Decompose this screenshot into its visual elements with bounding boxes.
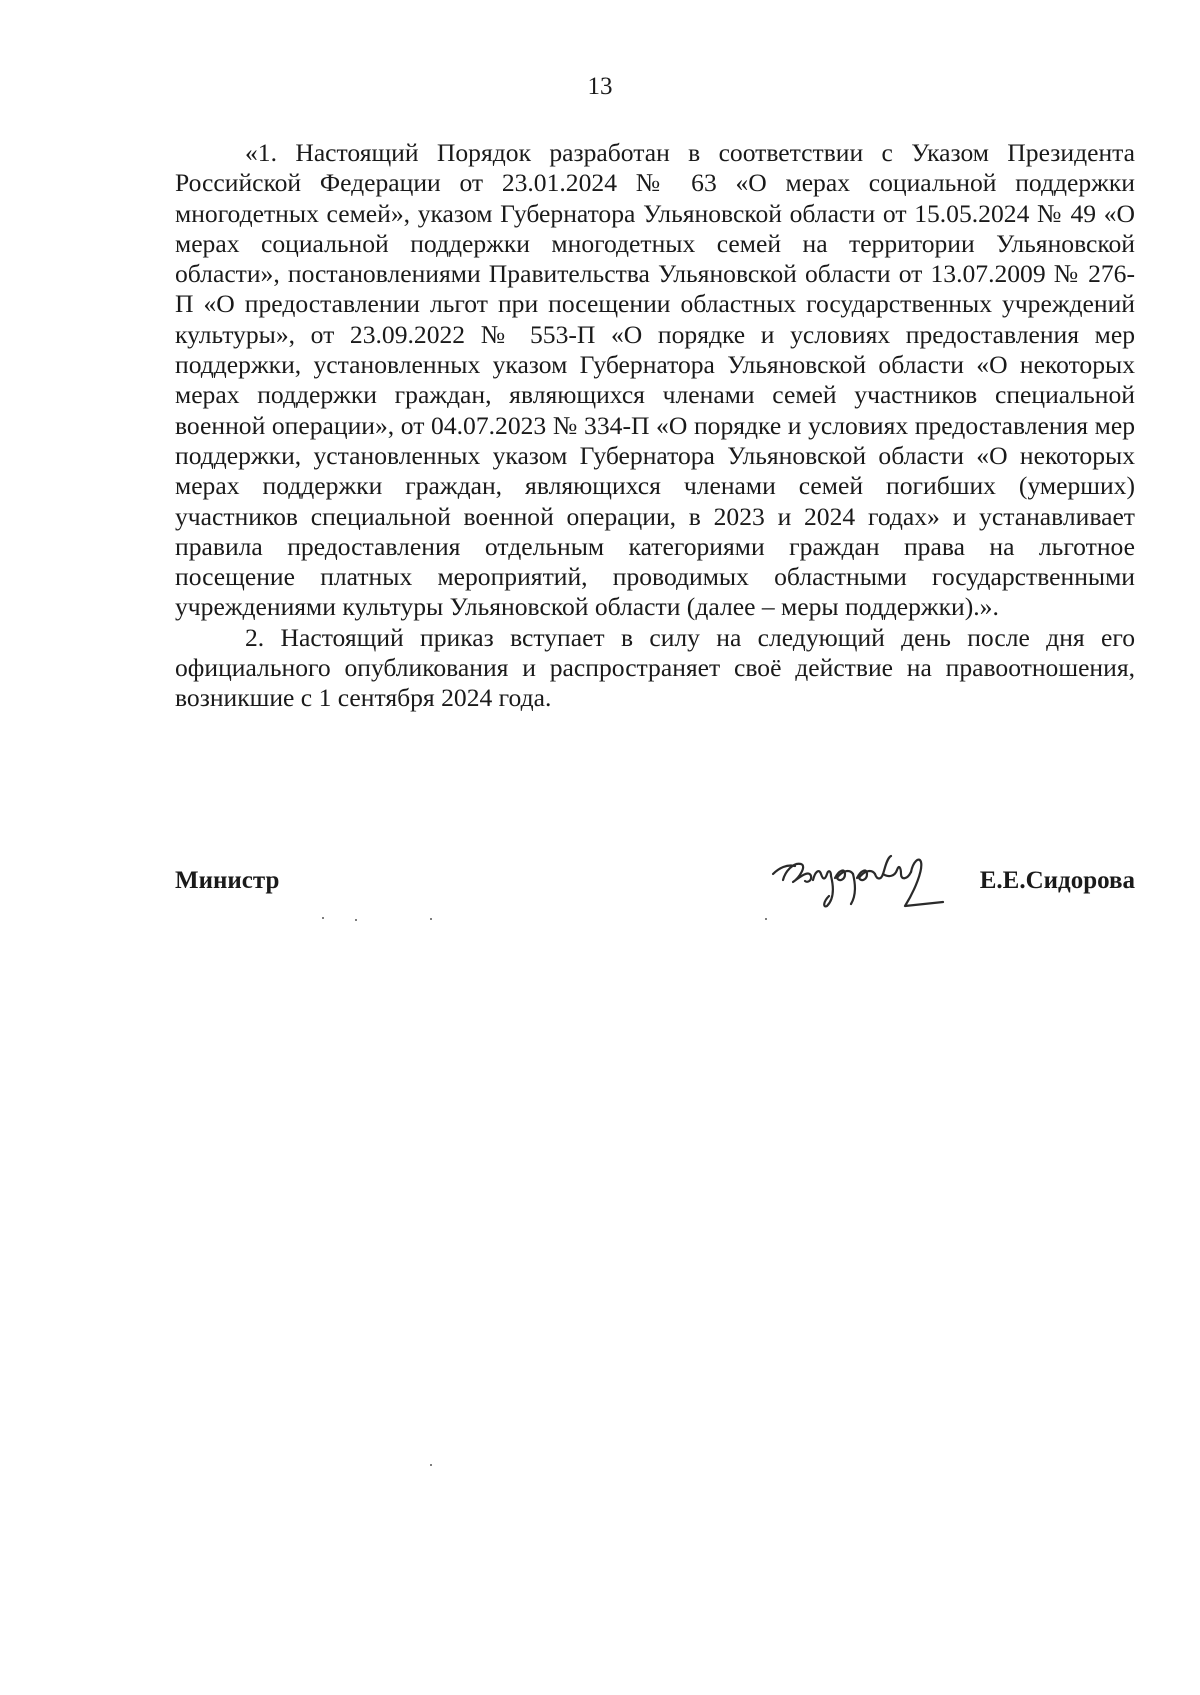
paragraph-1: «1. Настоящий Порядок разработан в соответствии с Указом Президента Российской Федерации от 23.01.2024 № 63 «О мерах социальной поддержки многодетных семей», указом Губернатора Ульяновской области от 15.05.2024 № 49 «О мерах социальной поддержки многодетных семей на территории Ульяновской области», постановлениями Правительства Ульяновской области от 13.07.2009 № 276-П «О предоставлении льгот при посещении областных государственных учреждений культуры», от 23.09.2022 № 553-П «О порядке и условиях предоставления мер поддержки, установленных указом Губернатора Ульяновской области «О некоторых мерах поддержки граждан, являющихся членами семей участников специальной военной операции», от 04.07.2023 № 334-П «О порядке и условиях предоставления мер поддержки, установленных указом Губернатора Ульяновской области «О некоторых мерах поддержки граждан, являющихся членами семей погибших (умерших) участников специальной военной операции, в 2023 и 2024 годах» и устанавливает правила предоставления отдельным категориями граждан права на льготное посещение платных мероприятий, проводимых областными государственными учреждениями культуры Ульяновской области (далее – меры поддержки).». xyxy=(175,138,1135,622)
scan-speck xyxy=(765,918,767,920)
handwritten-signature xyxy=(765,850,955,916)
minister-name: Е.Е.Сидорова xyxy=(979,867,1135,894)
signature-block xyxy=(175,850,1135,920)
scan-speck xyxy=(322,917,324,919)
document-body xyxy=(175,138,1135,714)
minister-title: Министр xyxy=(175,867,280,894)
scan-speck xyxy=(355,919,357,921)
paragraph-2: 2. Настоящий приказ вступает в силу на следующий день после дня его официального опубликования и распространяет своё действие на правоотношения, возникшие с 1 сентября 2024 года. xyxy=(175,622,1135,713)
scan-speck xyxy=(430,1464,432,1466)
scan-speck xyxy=(430,918,432,920)
page-number: 13 xyxy=(587,73,613,100)
